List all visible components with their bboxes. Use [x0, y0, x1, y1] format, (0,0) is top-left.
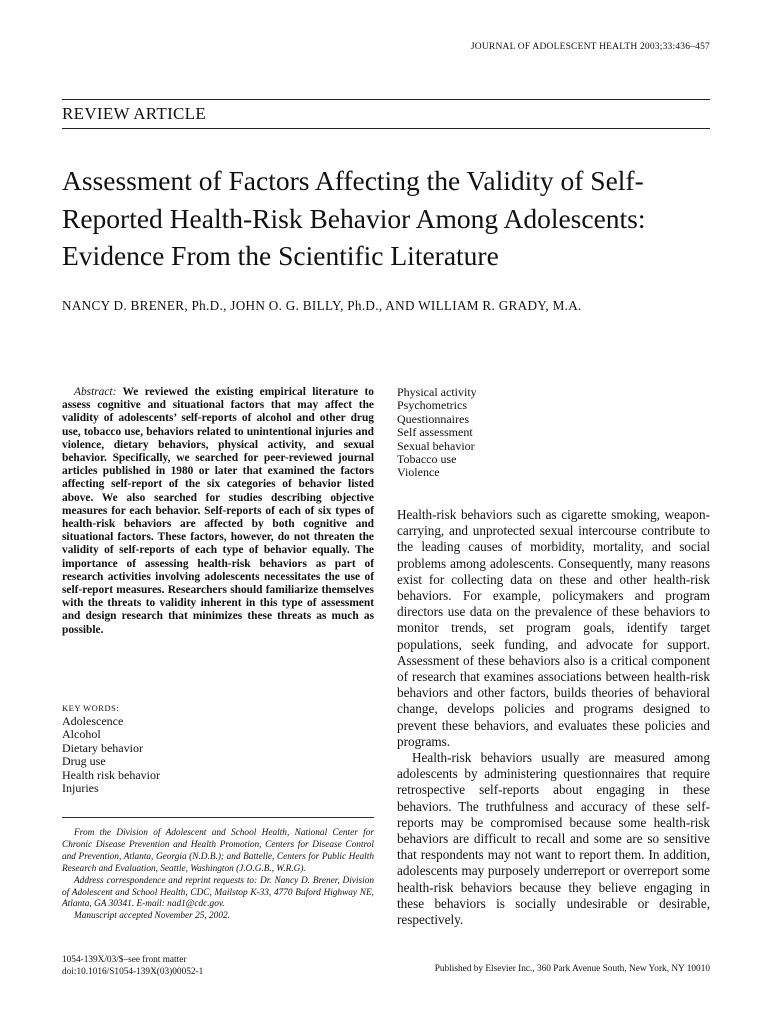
key-word: Alcohol [62, 727, 101, 742]
affiliation-note: From the Division of Adolescent and School Health, National Center for Chronic Disease Prevention and Health Promotion, Centers for Disease Control and Prevention, Atlanta, Georgia (N.D.B.); and Battelle, Centers for Public Health Research and Evaluation, Seattle, Washington (J.O.G.B., W.R.G). [62, 828, 374, 874]
accepted-note: Manuscript accepted November 25, 2002. [74, 911, 230, 922]
key-word: Adolescence [62, 714, 124, 728]
key-word: Dietary behavior [62, 740, 143, 755]
key-word: Psychometrics [397, 398, 467, 413]
key-word: Drug use [62, 754, 106, 769]
body-paragraph: Health-risk behaviors usually are measured among adolescents by administering questionnaires that require retrospective self-reports about engaging in these behaviors. The truthfulness and accuracy of these self-reports may be compromised because some health-risk behaviors are difficult to recall and some are so sensitive that respondents may not want to report them. In addition, adolescents may purposely underreport or overreport some health-risk behaviors because they believe engaging in these behaviors is socially undesirable or desirable, respectively. [397, 750, 710, 928]
title-line: Assessment of Factors Affecting the Validity of Self- [62, 165, 644, 196]
journal-header: JOURNAL OF ADOLESCENT HEALTH 2003;33:436–457 [470, 42, 710, 52]
section-top-rule [62, 99, 710, 100]
body-paragraph: Health-risk behaviors such as cigarette smoking, weapon-carrying, and unprotected sexual intercourse contribute to the leading causes of morbidity, mortality, and social problems among adolescents. Consequently, many reasons exist for collecting data on these and other health-risk behaviors. For example, policymakers and program directors use data on the prevalence of these behaviors to monitor trends, set program goals, identify target populations, seek funding, and advocate for support. Assessment of these behaviors also is a critical component of research that examines associations between health-risk behaviors and other factors, builds theories of behavioral change, develops policies and programs designed to prevent these behaviors, and evaluates these policies and programs. [397, 507, 710, 749]
front-matter [62, 954, 203, 979]
correspondence-note: Address correspondence and reprint requests to: Dr. Nancy D. Brener, Division of Adolescent and School Health, CDC, Mailstop K-33, 4770 Buford Highway NE, Atlanta, GA 30341. E-mail: nad1@cdc.gov. [62, 875, 374, 910]
abstract [62, 386, 374, 637]
key-words-list-right [397, 386, 477, 480]
section-label: REVIEW ARTICLE [62, 104, 207, 123]
author-list: NANCY D. BRENER, Ph.D., JOHN O. G. BILLY, Ph.D., AND WILLIAM R. GRADY, M.A. [62, 298, 582, 313]
abstract-text: We reviewed the existing empirical literature to assess cognitive and situational factors that may affect the validity of adolescents’ self-reports of alcohol and other drug use, tobacco use, behaviors related to unintentional injuries and violence, dietary behaviors, physical activity, and sexual behavior. Specifically, we searched for peer-reviewed journal articles published in 1980 or later that examined the factors affecting self-report of the six categories of behavior listed above. We also searched for studies describing objective measures for each behavior. Self-reports of each of six types of health-risk behaviors are affected by both cognitive and situational factors. These factors, however, do not threaten the validity of self-reports of each type of behavior equally. The importance of assessing health-risk behaviors as part of research activities involving adolescents necessitates the use of self-report measures. Researchers should familiarize themselves with the threats to validity inherent in this type of assessment and design research that minimizes these threats as much as possible. [62, 386, 374, 636]
body-text [397, 507, 710, 928]
publisher-line: Published by Elsevier Inc., 360 Park Avenue South, New York, NY 10010 [434, 964, 710, 974]
issn-line: 1054-139X/03/$–see front matter [62, 955, 187, 965]
author-footnote [62, 828, 374, 923]
footnote-rule [62, 817, 374, 818]
key-words-label: KEY WORDS: [62, 703, 120, 713]
abstract-label: Abstract: [74, 386, 117, 398]
key-word: Physical activity [397, 385, 477, 399]
key-word: Tobacco use [397, 452, 457, 467]
doi-line: doi:10.1016/S1054-139X(03)00052-1 [62, 967, 204, 978]
key-word: Injuries [62, 781, 99, 796]
key-word: Sexual behavior [397, 438, 475, 453]
key-word: Self assessment [397, 425, 473, 440]
key-words-list-left [62, 715, 160, 795]
key-word: Health risk behavior [62, 767, 160, 782]
title-line: Reported Health-Risk Behavior Among Adolescents: [62, 202, 646, 234]
title-line: Evidence From the Scientific Literature [62, 240, 499, 271]
section-bottom-rule [62, 128, 710, 129]
article-title [62, 162, 712, 275]
key-word: Violence [397, 465, 440, 480]
key-word: Questionnaires [397, 411, 469, 426]
